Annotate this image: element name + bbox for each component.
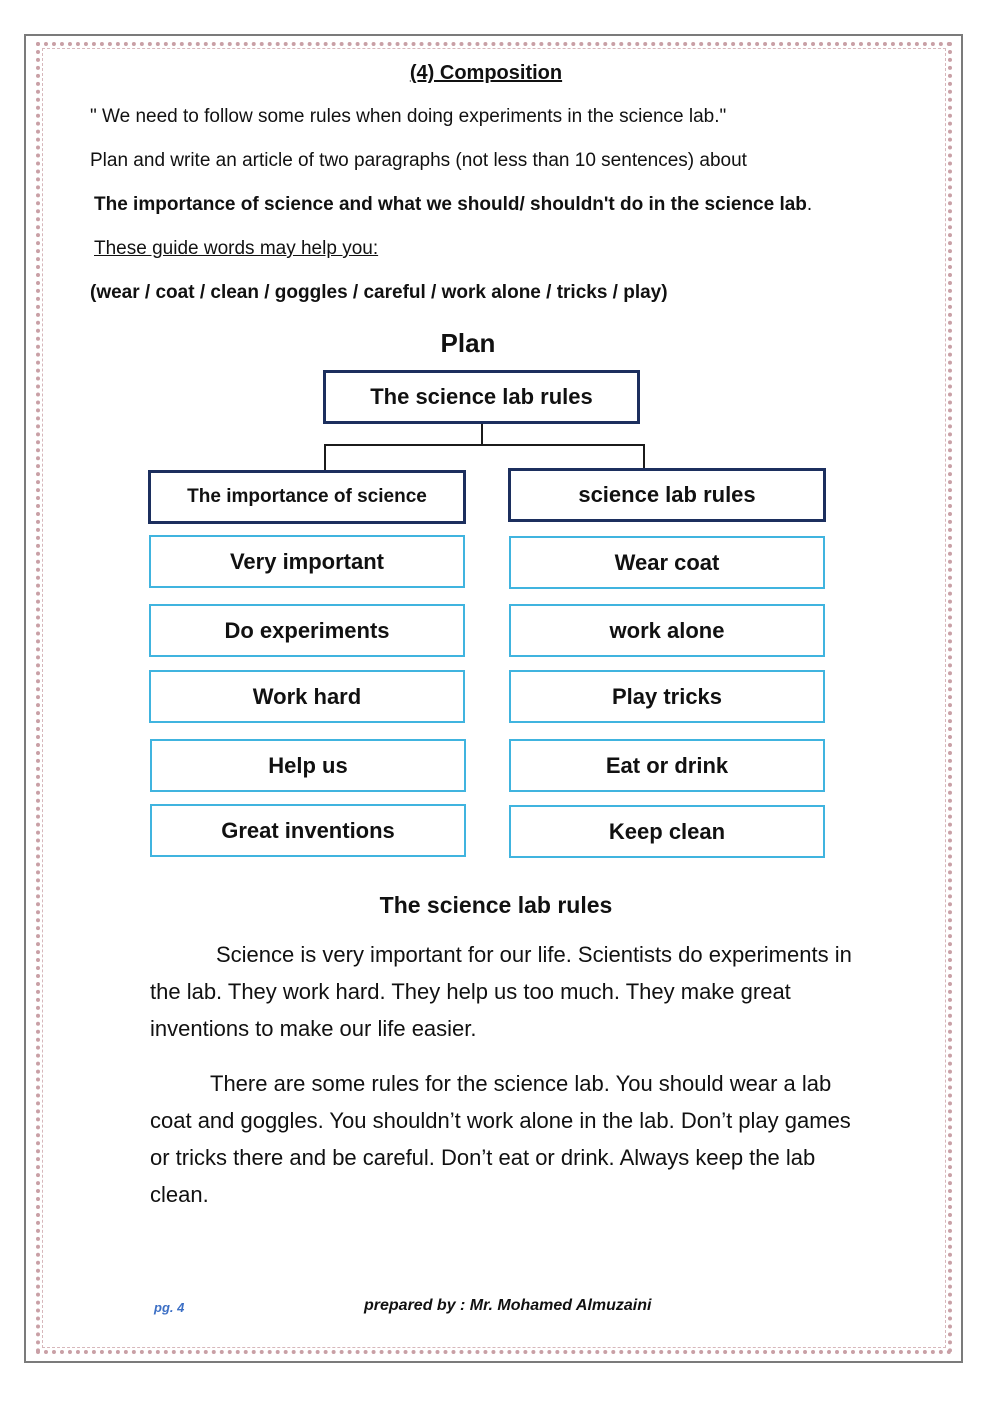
plan-right-item-label: Wear coat (614, 549, 720, 575)
connector-right-down (643, 444, 645, 468)
plan-root-label: The science lab rules (370, 384, 593, 409)
plan-right-item (509, 739, 825, 792)
topic-line (94, 194, 812, 216)
section-heading: (4) Composition (409, 62, 563, 84)
guide-intro: These guide words may help you: (94, 238, 379, 259)
plan-right-item (509, 536, 825, 589)
plan-left-item (149, 670, 465, 723)
prepared-by: prepared by : Mr. Mohamed Almuzaini (364, 1297, 652, 1314)
article-title: The science lab rules (379, 892, 613, 918)
plan-right-item (509, 670, 825, 723)
plan-right-item-label: Keep clean (608, 818, 726, 844)
article-paragraph-1: Science is very important for our life. Scientists do experiments in the lab. They work hard. They help us too much. They make great inventions to make our life easier. (150, 942, 852, 1041)
connector-root-down (481, 424, 483, 446)
plan-right-item (509, 805, 825, 858)
quote-line: " We need to follow some rules when doing experiments in the science lab." (90, 106, 727, 127)
connector-left-down (324, 444, 326, 470)
instruction-line: Plan and write an article of two paragraphs (not less than 10 sentences) about (90, 150, 747, 171)
plan-left-header-label: The importance of science (187, 486, 427, 507)
plan-left-item-label: Help us (268, 752, 348, 778)
plan-right-item (509, 604, 825, 657)
plan-left-item-label: Work hard (252, 683, 362, 709)
plan-right-header-label: science lab rules (578, 482, 756, 507)
plan-left-item (150, 739, 466, 792)
topic-text: The importance of science and what we should/ shouldn't do in the science lab (94, 194, 807, 215)
plan-right-item-label: work alone (609, 617, 725, 643)
topic-period: . (806, 194, 813, 215)
plan-left-item (149, 535, 465, 588)
plan-root-box (323, 370, 640, 424)
plan-left-item-label: Very important (229, 548, 385, 574)
plan-title: Plan (440, 328, 496, 358)
article-paragraph-2: There are some rules for the science lab. You should wear a lab coat and goggles. You shouldn’t work alone in the lab. Don’t play games or tricks there and be careful. Don’t eat or drink. Always keep the lab clean. (150, 1071, 851, 1207)
plan-right-header-box (508, 468, 826, 522)
plan-left-item (149, 604, 465, 657)
guide-words: (wear / coat / clean / goggles / careful / work alone / tricks / play) (90, 282, 668, 303)
plan-left-item-label: Do experiments (224, 617, 390, 643)
connector-horizontal (324, 444, 645, 446)
plan-right-item-label: Play tricks (611, 683, 723, 709)
plan-right-item-label: Eat or drink (605, 752, 729, 778)
page-number: pg. 4 (154, 1300, 185, 1315)
plan-left-item-label: Great inventions (221, 817, 395, 843)
plan-left-item (150, 804, 466, 857)
plan-left-header-box (148, 470, 466, 524)
